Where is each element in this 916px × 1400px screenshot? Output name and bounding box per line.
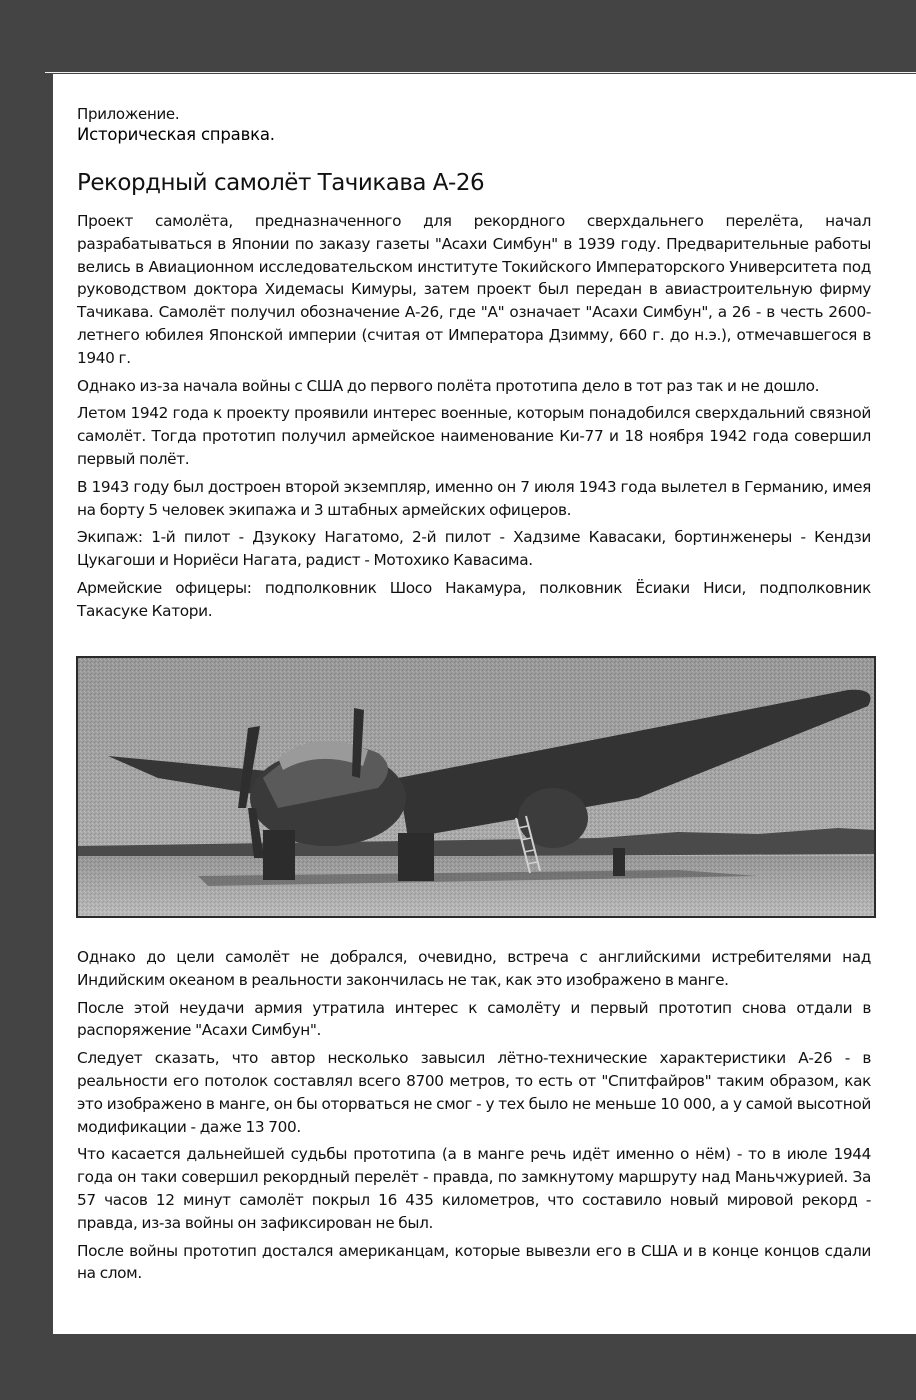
page-content-bottom: [77, 946, 871, 1290]
paragraph: Что касается дальнейшей судьбы прототипа (а в манге речь идёт именно о нём) - то в июле 1944 года он таки совершил рекордный перелёт - правда, по замкнутому маршруту над Маньчжурией. За 57 часов 12 минут самолёт покрыл 16 435 километров, что составило новый мировой рекорд - правда, из-за войны он зафиксирован не был.: [77, 1145, 871, 1232]
airplane-photo-graphic: [78, 658, 874, 916]
paragraph: В 1943 году был достроен второй экземпляр, именно он 7 июля 1943 года вылетел в Германию, имея на борту 5 человек экипажа и 3 штабных армейских офицеров.: [77, 477, 871, 519]
document-page: [53, 74, 916, 1334]
paragraph: Следует сказать, что автор несколько завысил лётно-технические характеристики А-26 - в реальности его потолок составлял всего 8700 метров, то есть от "Спитфайров" таким образом, как это изображено в манге, он бы оторваться не смог - у тех было не меньше 10 000, а у самой высотной модификации - даже 13 700.: [77, 1049, 871, 1136]
page-content-top: [77, 104, 871, 628]
article-title: Рекордный самолёт Тачикава А-26: [77, 170, 485, 196]
paragraph: Проект самолёта, предназначенного для рекордного сверхдальнего перелёта, начал разрабатываться в Японии по заказу газеты "Асахи Симбун" в 1939 году. Предварительные работы велись в Авиационном исследовательском институте Токийского Императорского Университета под руководством доктора Хидемасы Кимуры, затем проект был передан в авиастроительную фирму Тачикава. Самолёт получил обозначение А-26, где "А" означает "Асахи Симбун", а 26 - в честь 2600-летнего юбилея Японской империи (считая от Императора Дзимму, 660 г. до н.э.), отмечавшегося в 1940 г.: [77, 212, 871, 367]
section-label: Историческая справка.: [77, 125, 275, 144]
paragraph: Однако из-за начала войны с США до первого полёта прототипа дело в тот раз так и не дошло.: [77, 376, 820, 395]
paragraph: После этой неудачи армия утратила интерес к самолёту и первый прототип снова отдали в распоряжение "Асахи Симбун".: [77, 998, 871, 1040]
page-top-edge: [45, 72, 916, 73]
paragraph: Летом 1942 года к проекту проявили интерес военные, которым понадобился сверхдальний связной самолёт. Тогда прототип получил армейское наименование Ки-77 и 18 ноября 1942 года совершил первый полёт.: [77, 404, 871, 468]
paragraph: Однако до цели самолёт не добрался, очевидно, встреча с английскими истребителями над Индийским океаном в реальности закончилась не так, как это изображено в манге.: [77, 948, 871, 989]
paragraph: После войны прототип достался американцам, которые вывезли его в США и в конце концов сдали на слом.: [77, 1241, 871, 1283]
paragraph: Экипаж: 1-й пилот - Дзукоку Нагатомо, 2-й пилот - Хадзиме Кавасаки, бортинженеры - Кендзи Цукагоши и Нориёси Нагата, радист - Мотохико Кавасима.: [77, 528, 871, 570]
aircraft-photo: [76, 656, 876, 918]
appendix-label: Приложение.: [77, 105, 180, 123]
paragraph: Армейские офицеры: подполковник Шосо Накамура, полковник Ёсиаки Ниси, подполковник Такасуке Катори.: [77, 578, 871, 620]
